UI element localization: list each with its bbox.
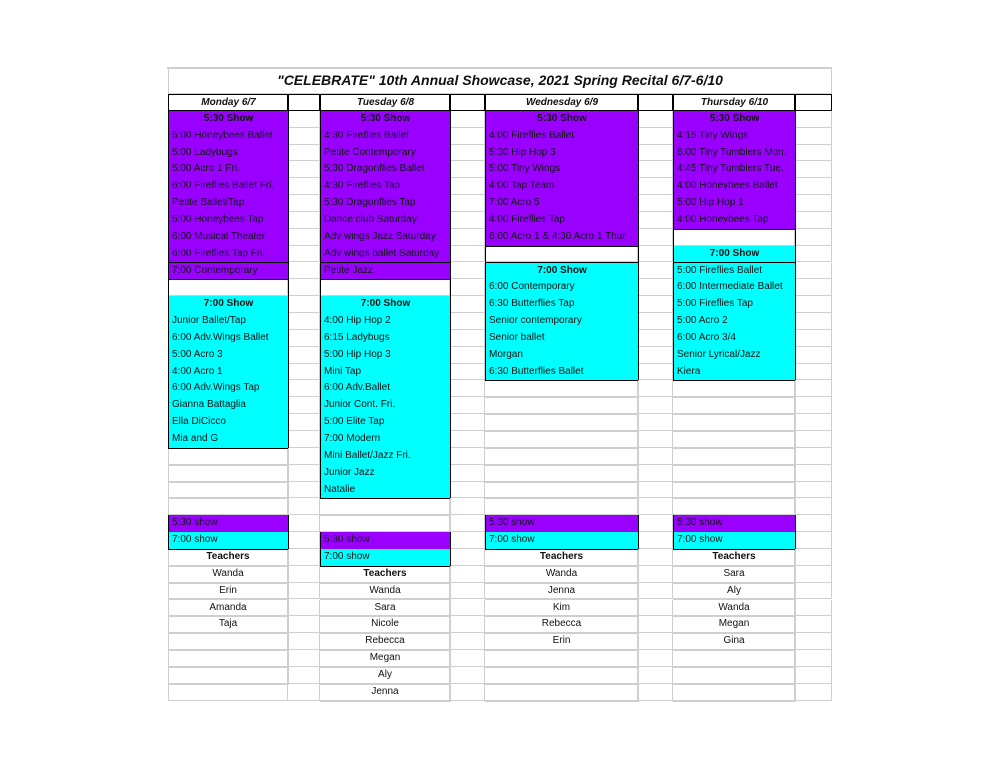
teachers-header: Teachers [485,549,639,567]
grid-cell [795,650,832,667]
grid-cell [450,246,485,263]
show-header: 7:00 Show [320,296,451,314]
schedule-entry: 4:00 Honeybees Tap [673,212,796,230]
grid-cell [450,414,485,431]
grid-cell [795,195,832,212]
empty-cell [673,667,796,685]
grid-cell [450,347,485,364]
schedule-entry: Megan [673,616,796,634]
grid-cell [288,111,320,128]
empty-cell [485,414,639,432]
schedule-entry: Kiera [673,364,796,382]
schedule-entry: Mia and G [168,431,289,449]
schedule-entry: 5:00 Elite Tap [320,414,451,432]
grid-cell [450,600,485,617]
grid-cell [288,616,320,633]
empty-cell [485,684,639,702]
grid-cell [795,465,832,482]
grid-cell [638,431,673,448]
grid-cell [795,482,832,499]
schedule-entry: Megan [320,650,451,668]
grid-cell [638,566,673,583]
schedule-entry: Wanda [320,583,451,601]
schedule-entry: 6:00 Adv.Wings Ballet [168,330,289,348]
schedule-entry: Junior Cont. Fri. [320,397,451,415]
show-header: 7:00 Show [168,296,289,314]
grid-cell [795,667,832,684]
empty-cell [485,380,639,398]
grid-cell [288,414,320,431]
empty-cell [485,448,639,466]
schedule-entry: 4:00 Honeybees Ballet [673,178,796,196]
schedule-entry: 4:30 Fireflies Tap [320,178,451,196]
schedule-entry: Wanda [485,566,639,584]
grid-cell [638,161,673,178]
schedule-entry: 7:00 show [485,532,639,550]
grid-cell [638,178,673,195]
grid-cell [638,296,673,313]
grid-cell [288,482,320,499]
grid-cell [638,212,673,229]
grid-cell [795,414,832,431]
grid-cell [288,279,320,296]
schedule-entry: 6:00 Intermediate Ballet [673,279,796,297]
empty-cell [168,667,289,685]
empty-cell [673,482,796,500]
schedule-entry: 6:00 Fireflies Ballet Fri. [168,178,289,196]
grid-cell [288,195,320,212]
grid-cell [450,279,485,296]
grid-cell [795,347,832,364]
grid-cell [288,583,320,600]
grid-cell [288,380,320,397]
grid-cell [450,549,485,566]
grid-cell [638,616,673,633]
grid-cell [795,161,832,178]
empty-cell [673,684,796,702]
grid-cell [638,482,673,499]
grid-cell [795,94,832,111]
grid-cell [450,212,485,229]
schedule-entry: 6:00 Acro 3/4 [673,330,796,348]
grid-cell [450,178,485,195]
grid-cell [288,161,320,178]
grid-cell [638,347,673,364]
grid-cell [795,380,832,397]
grid-cell [450,616,485,633]
grid-cell [450,566,485,583]
grid-cell [288,650,320,667]
grid-cell [288,246,320,263]
schedule-entry: Wanda [673,600,796,618]
grid-cell [795,178,832,195]
schedule-entry: Junior Ballet/Tap [168,313,289,331]
empty-cell [673,650,796,668]
grid-cell [450,465,485,482]
schedule-entry: 4:30 Fireflies Ballet [320,128,451,146]
grid-cell [638,128,673,145]
schedule-entry: Taja [168,616,289,634]
grid-cell [288,263,320,280]
schedule-entry: 5:30 show [673,515,796,533]
grid-cell [638,380,673,397]
empty-cell [320,498,451,516]
grid-cell [795,532,832,549]
empty-cell [673,448,796,466]
grid-cell [795,279,832,296]
grid-cell [288,633,320,650]
grid-cell [288,330,320,347]
grid-cell [288,313,320,330]
grid-cell [638,667,673,684]
grid-cell [450,229,485,246]
empty-cell [168,448,289,466]
grid-cell [638,195,673,212]
day-header: Monday 6/7 [168,94,289,111]
grid-cell [638,515,673,532]
schedule-entry: 6:00 Adv.Wings Tap [168,380,289,398]
grid-cell [288,684,320,701]
grid-cell [450,128,485,145]
grid-cell [638,229,673,246]
grid-cell [288,94,320,111]
schedule-entry: Rebecca [320,633,451,651]
show-header: 7:00 Show [673,246,796,264]
grid-cell [168,684,288,701]
show-header: 5:30 Show [168,111,289,129]
schedule-entry: 5:30 show [320,532,451,550]
schedule-entry: Aly [320,667,451,685]
grid-cell [450,667,485,684]
grid-cell [795,263,832,280]
grid-cell [288,229,320,246]
grid-cell [638,246,673,263]
grid-cell [288,212,320,229]
grid-cell [450,482,485,499]
grid-cell [638,465,673,482]
grid-cell [638,364,673,381]
schedule-entry: Sara [673,566,796,584]
schedule-entry: 4:15 Tiny Wings [673,128,796,146]
teachers-header: Teachers [168,549,289,567]
schedule-entry: 4:00 Acro 1 [168,364,289,382]
grid-cell [638,498,673,515]
schedule-entry: 5:00 Honeybees Ballet [168,128,289,146]
schedule-entry: 6:00 Adv.Ballet [320,380,451,398]
day-header: Tuesday 6/8 [320,94,451,111]
grid-cell [450,397,485,414]
schedule-entry: 7:00 show [673,532,796,550]
grid-cell [795,397,832,414]
grid-cell [450,263,485,280]
grid-cell [795,549,832,566]
schedule-entry: Amanda [168,600,289,618]
grid-cell [795,364,832,381]
schedule-entry: 4:00 Fireflies Ballet [485,128,639,146]
grid-cell [450,195,485,212]
grid-cell [288,128,320,145]
schedule-entry: Petite Jazz [320,263,451,281]
schedule-entry: 7:00 Acro 5 [485,195,639,213]
schedule-entry: 5:30 Dragonflies Tap [320,195,451,213]
show-header: 5:30 Show [673,111,796,129]
show-header: 7:00 Show [485,263,639,281]
grid-cell [795,212,832,229]
schedule-entry: 4:00 Fireflies Tap [485,212,639,230]
empty-cell [485,482,639,500]
empty-cell [673,498,796,516]
grid-cell [638,330,673,347]
grid-cell [638,448,673,465]
grid-cell [795,330,832,347]
grid-cell [450,145,485,162]
grid-cell [288,667,320,684]
schedule-entry: 6:00 Contemporary [485,279,639,297]
schedule-entry: 5:00 Ladybugs [168,145,289,163]
empty-cell [168,498,289,516]
schedule-entry: Petite Contemporary [320,145,451,163]
grid-cell [288,549,320,566]
grid-cell [288,296,320,313]
grid-cell [638,111,673,128]
empty-cell [168,482,289,500]
schedule-entry: Rebecca [485,616,639,634]
schedule-entry: Wanda [168,566,289,584]
grid-cell [450,313,485,330]
grid-cell [638,279,673,296]
teachers-header: Teachers [673,549,796,567]
empty-cell [320,279,451,297]
empty-cell [673,431,796,449]
grid-cell [450,532,485,549]
schedule-entry: Nicole [320,616,451,634]
schedule-entry: Petite Ballet/Tap [168,195,289,213]
grid-cell [450,498,485,515]
grid-cell [288,465,320,482]
schedule-entry: Mini Ballet/Jazz Fri. [320,448,451,466]
grid-cell [450,650,485,667]
schedule-entry: Adv wings ballet Saturday [320,246,451,264]
grid-cell [288,448,320,465]
grid-cell [795,684,832,701]
grid-cell [795,229,832,246]
grid-cell [638,684,673,701]
grid-cell [288,145,320,162]
schedule-entry: 4:00 Hip Hop 2 [320,313,451,331]
grid-cell [795,246,832,263]
empty-cell [168,650,289,668]
empty-cell [485,431,639,449]
grid-cell [795,448,832,465]
schedule-entry: 7:00 show [168,532,289,550]
schedule-entry: Adv wings Jazz Saturday [320,229,451,247]
show-header: 5:30 Show [320,111,451,129]
grid-cell [288,178,320,195]
grid-cell [638,414,673,431]
grid-cell [450,684,485,701]
schedule-entry: Senior Lyrical/Jazz [673,347,796,365]
grid-cell [450,515,485,532]
schedule-entry: Gina [673,633,796,651]
grid-cell [795,498,832,515]
schedule-entry: 5:30 show [168,515,289,533]
grid-cell [795,128,832,145]
grid-cell [638,532,673,549]
schedule-entry: 5:00 Fireflies Tap [673,296,796,314]
grid-cell [288,600,320,617]
schedule-entry: Junior Jazz [320,465,451,483]
schedule-entry: 5:30 Hip Hop 3 [485,145,639,163]
grid-cell [450,111,485,128]
empty-cell [168,465,289,483]
grid-cell [288,397,320,414]
empty-cell [673,380,796,398]
teachers-header: Teachers [320,566,451,584]
schedule-entry: Aly [673,583,796,601]
grid-cell [450,94,485,111]
empty-cell [673,465,796,483]
grid-cell [795,583,832,600]
grid-cell [288,566,320,583]
schedule-entry: Senior ballet [485,330,639,348]
grid-cell [450,380,485,397]
schedule-entry: Dance club Saturday [320,212,451,230]
schedule-entry: 5:00 Hip Hop 1 [673,195,796,213]
schedule-entry: 5:00 Tiny Wings [485,161,639,179]
day-header: Thursday 6/10 [673,94,796,111]
schedule-entry: 6:00 Tiny Tumblers Mon. [673,145,796,163]
grid-cell [795,566,832,583]
schedule-entry: 7:00 show [320,549,451,567]
grid-cell [795,616,832,633]
schedule-entry: 4:00 Tap Team [485,178,639,196]
show-header: 5:30 Show [485,111,639,129]
grid-cell [450,633,485,650]
schedule-entry: 5:00 Acro 2 [673,313,796,331]
schedule-entry: Sara [320,600,451,618]
grid-cell [638,633,673,650]
grid-cell [638,650,673,667]
schedule-entry: Natalie [320,482,451,500]
schedule-entry: Ella DiCicco [168,414,289,432]
empty-cell [168,279,289,297]
empty-cell [485,667,639,685]
grid-cell [795,296,832,313]
grid-cell [795,145,832,162]
grid-cell [638,583,673,600]
empty-cell [673,229,796,247]
schedule-entry: Erin [485,633,639,651]
grid-cell [638,145,673,162]
grid-cell [638,549,673,566]
page-title: "CELEBRATE" 10th Annual Showcase, 2021 Spring Recital 6/7-6/10 [168,67,832,94]
grid-cell [288,515,320,532]
schedule-entry: 5:00 Hip Hop 3 [320,347,451,365]
schedule-entry: 5:00 Fireflies Ballet [673,263,796,281]
schedule-entry: 7:00 Modern [320,431,451,449]
schedule-entry: Kim [485,600,639,618]
grid-cell [450,330,485,347]
schedule-entry: Erin [168,583,289,601]
schedule-entry: 5:00 Honeybees Tap [168,212,289,230]
grid-cell [450,296,485,313]
grid-cell [450,583,485,600]
grid-cell [795,431,832,448]
grid-cell [795,111,832,128]
empty-cell [485,246,639,264]
schedule-entry: 6:00 Acro 1 & 4:30 Acro 1 Thur [485,229,639,247]
empty-cell [673,414,796,432]
grid-cell [288,347,320,364]
schedule-entry: 5:30 Dragonflies Ballet [320,161,451,179]
schedule-entry: 6:00 Fireflies Tap Fri. [168,246,289,264]
grid-cell [288,498,320,515]
empty-cell [485,650,639,668]
schedule-entry: Senior contemporary [485,313,639,331]
schedule-entry: Gianna Battaglia [168,397,289,415]
schedule-entry: Mini Tap [320,364,451,382]
grid-cell [450,364,485,381]
schedule-entry: Jenna [485,583,639,601]
grid-cell [638,313,673,330]
grid-cell [288,364,320,381]
empty-cell [485,498,639,516]
schedule-entry: 6:30 Butterflies Ballet [485,364,639,382]
grid-cell [795,313,832,330]
schedule-entry: 6:00 Musical Theater [168,229,289,247]
schedule-entry: Jenna [320,684,451,702]
grid-cell [638,397,673,414]
schedule-entry: 7:00 Contemporary [168,263,289,281]
empty-cell [673,397,796,415]
grid-cell [638,94,673,111]
grid-cell [450,161,485,178]
grid-cell [638,263,673,280]
grid-cell [795,633,832,650]
schedule-entry: 4:45 Tiny Tumblers Tue. [673,161,796,179]
grid-cell [288,431,320,448]
day-header: Wednesday 6/9 [485,94,639,111]
grid-cell [795,515,832,532]
schedule-entry: 5:30 show [485,515,639,533]
grid-cell [450,431,485,448]
empty-cell [485,397,639,415]
empty-cell [320,515,451,533]
schedule-entry: 5:00 Acro 3 [168,347,289,365]
schedule-entry: 6:15 Ladybugs [320,330,451,348]
grid-cell [450,448,485,465]
empty-cell [485,465,639,483]
grid-cell [638,600,673,617]
grid-cell [795,600,832,617]
schedule-entry: 6:30 Butterflies Tap [485,296,639,314]
empty-cell [168,633,289,651]
grid-cell [288,532,320,549]
schedule-entry: Morgan [485,347,639,365]
schedule-entry: 5:00 Acro 1 Fri. [168,161,289,179]
